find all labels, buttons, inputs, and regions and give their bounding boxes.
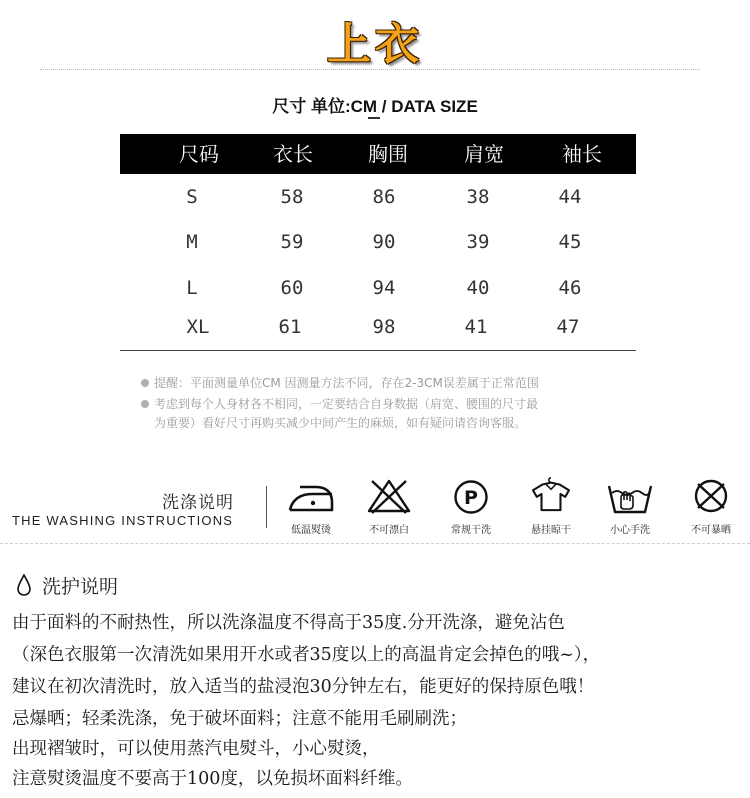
table-cell: 61 <box>278 316 302 338</box>
svg-text:P: P <box>464 487 478 509</box>
wash-label-bleach: 不可漂白 <box>369 525 409 536</box>
care-line: （深色衣服第一次清洗如果用开水或者35度以上的高温肯定会掉色的哦~）， <box>12 645 601 665</box>
header-sleeve: 袖长 <box>562 142 602 166</box>
note-measurement: 提醒：平面测量单位CM 因测量方法不同，存在2-3CM误差属于正常范围 <box>154 376 539 390</box>
header-shoulder: 肩宽 <box>464 142 504 166</box>
table-cell: L <box>186 277 198 299</box>
table-cell: 94 <box>372 277 396 299</box>
wash-label-iron: 低温熨烫 <box>291 525 331 536</box>
note-bullet <box>141 400 149 408</box>
wash-label-hang: 悬挂晾干 <box>531 525 571 536</box>
table-cell: 41 <box>464 316 488 338</box>
water-drop-icon <box>16 574 32 596</box>
table-cell: 38 <box>466 186 490 208</box>
table-cell: 46 <box>558 277 582 299</box>
wash-label-dryclean: 常规干洗 <box>451 525 491 536</box>
hang-dry-icon <box>526 476 576 512</box>
table-cell: 90 <box>372 231 396 253</box>
table-cell: 59 <box>280 231 304 253</box>
washing-title-cn: 洗涤说明 <box>162 493 234 513</box>
wash-label-sun: 不可暴晒 <box>691 525 731 536</box>
hand-wash-icon <box>605 478 655 514</box>
header-chest: 胸围 <box>368 142 408 166</box>
size-subtitle: 尺寸 单位:CM / DATA SIZE <box>272 97 478 116</box>
care-line: 建议在初次清洗时，放入适当的盐浸泡30分钟左右，能更好的保持原色哦！ <box>12 677 595 697</box>
table-cell: 47 <box>556 316 580 338</box>
no-bleach-icon <box>364 478 414 514</box>
table-bottom-rule <box>120 350 636 351</box>
table-row <box>120 316 636 342</box>
washing-title-en: THE WASHING INSTRUCTIONS <box>12 513 234 528</box>
table-row <box>120 231 636 257</box>
table-cell: 58 <box>280 186 304 208</box>
table-cell: 44 <box>558 186 582 208</box>
care-line: 注意熨烫温度不要高于100度，以免损坏面料纤维。 <box>12 769 413 789</box>
header-size: 尺码 <box>179 142 219 166</box>
table-cell: 86 <box>372 186 396 208</box>
iron-low-heat-icon <box>286 480 336 516</box>
header-length: 衣长 <box>273 142 313 166</box>
care-line: 由于面料的不耐热性，所以洗涤温度不得高于35度.分开洗涤，避免沾色 <box>12 613 565 633</box>
dry-clean-p-icon <box>446 479 496 515</box>
care-title: 洗护说明 <box>42 576 119 598</box>
care-line: 忌爆晒；轻柔洗涤，免于破坏面料；注意不能用毛刷刷洗； <box>12 709 467 729</box>
note-body-line1: 考虑到每个人身材各不相同，一定要结合自身数据（肩宽、腰围的尺寸最 <box>154 397 539 411</box>
table-cell: 40 <box>466 277 490 299</box>
wash-label-handwash: 小心手洗 <box>610 525 650 536</box>
table-cell: M <box>186 231 198 253</box>
page-title: 上衣 <box>327 19 423 70</box>
table-row <box>120 277 636 303</box>
care-line: 出现褶皱时，可以使用蒸汽电熨斗，小心熨烫， <box>12 739 380 759</box>
no-tumble-dry-icon <box>686 478 736 514</box>
note-body-line2: 为重要）看好尺寸再购买减少中间产生的麻烦，如有疑问请咨询客服。 <box>154 416 527 430</box>
section-divider <box>0 543 750 544</box>
table-cell: S <box>186 186 198 208</box>
table-row <box>120 186 636 212</box>
table-cell: 45 <box>558 231 582 253</box>
table-cell: 98 <box>372 316 396 338</box>
table-cell: 60 <box>280 277 304 299</box>
note-bullet <box>141 379 149 387</box>
table-cell: 39 <box>466 231 490 253</box>
washing-divider <box>266 486 267 528</box>
table-cell: XL <box>186 316 210 338</box>
